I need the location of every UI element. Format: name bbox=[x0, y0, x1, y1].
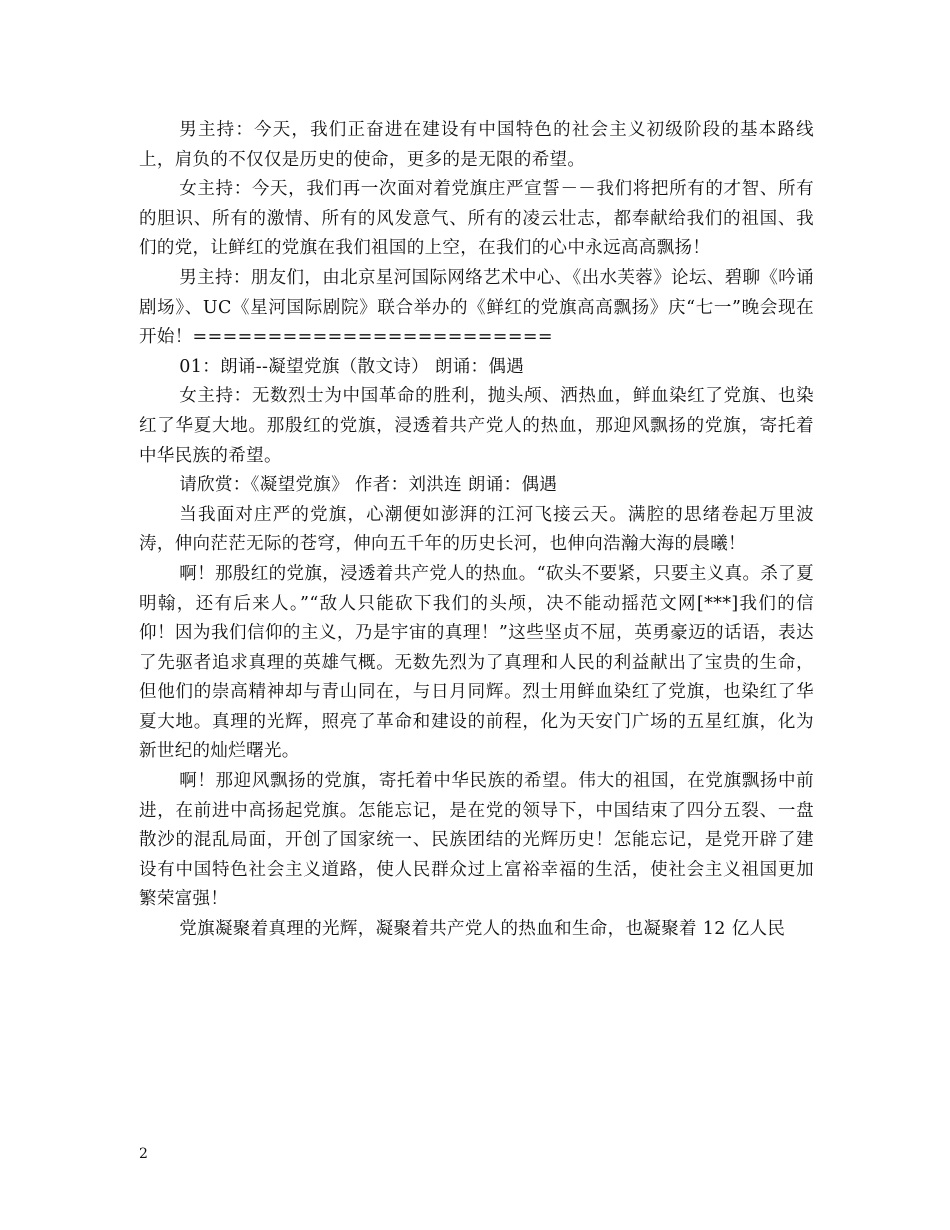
paragraph-male-host-opening: 男主持：朋友们，由北京星河国际网络艺术中心、《出水芙蓉》论坛、碧聊《吟诵剧场》、UC《星河国际剧院》联合举办的《鲜红的党旗高高飘扬》庆“七一”晚会现在开始！======================== bbox=[139, 267, 814, 348]
paragraph-program-credits: 请欣赏：《凝望党旗》 作者：刘洪连 朗诵：偶遇 bbox=[179, 475, 558, 496]
paragraph-poem-stanza-4: 党旗凝聚着真理的光辉，凝聚着共产党人的热血和生命，也凝聚着 12 亿人民 bbox=[179, 919, 786, 940]
paragraph-female-host-martyrs: 女主持：无数烈士为中国革命的胜利，抛头颅、洒热血，鲜血染红了党旗、也染红了华夏大地。那殷红的党旗，浸透着共产党人的热血，那迎风飘扬的党旗，寄托着中华民族的希望。 bbox=[139, 386, 814, 466]
paragraph-poem-stanza-3: 啊！那迎风飘扬的党旗，寄托着中华民族的希望。伟大的祖国，在党旗飘扬中前进，在前进中高扬起党旗。怎能忘记，是在党的领导下，中国结束了四分五裂、一盘散沙的混乱局面，开创了国家统一、民族团结的光辉历史！怎能忘记，是党开辟了建设有中国特色社会主义道路，使人民群众过上富裕幸福的生活，使社会主义祖国更加繁荣富强！ bbox=[139, 771, 814, 910]
paragraph-poem-stanza-1: 当我面对庄严的党旗，心潮便如澎湃的江河飞接云天。满腔的思绪卷起万里波涛，伸向茫茫无际的苍穹，伸向五千年的历史长河，也伸向浩瀚大海的晨曦！ bbox=[139, 504, 814, 555]
program-item-01: 01：朗诵--凝望党旗（散文诗） 朗诵：偶遇 bbox=[179, 356, 525, 377]
paragraph-poem-stanza-2: 啊！那殷红的党旗，浸透着共产党人的热血。“砍头不要紧，只要主义真。杀了夏明翰，还有后来人。”“敌人只能砍下我们的头颅，决不能动摇范文网[***]我们的信仰！因为我们信仰的主义，乃是宇宙的真理！”这些坚贞不屈，英勇豪迈的话语，表达了先驱者追求真理的英雄气概。无数先烈为了真理和人民的利益献出了宝贵的生命，但他们的崇高精神却与青山同在，与日月同辉。烈士用鲜血染红了党旗，也染红了华夏大地。真理的光辉，照亮了革命和建设的前程，化为天安门广场的五星红旗，化为新世纪的灿烂曙光。 bbox=[139, 563, 814, 762]
document-body bbox=[139, 116, 814, 945]
paragraph-female-host-oath: 女主持：今天，我们再一次面对着党旗庄严宣誓－－我们将把所有的才智、所有的胆识、所有的激情、所有的风发意气、所有的凌云壮志，都奉献给我们的祖国、我们的党，让鲜红的党旗在我们祖国的上空，在我们的心中永远高高飘扬！ bbox=[139, 179, 814, 259]
paragraph-male-host-intro: 男主持：今天，我们正奋进在建设有中国特色的社会主义初级阶段的基本路线上，肩负的不仅仅是历史的使命，更多的是无限的希望。 bbox=[139, 120, 814, 170]
page-number: 2 bbox=[139, 1146, 148, 1162]
